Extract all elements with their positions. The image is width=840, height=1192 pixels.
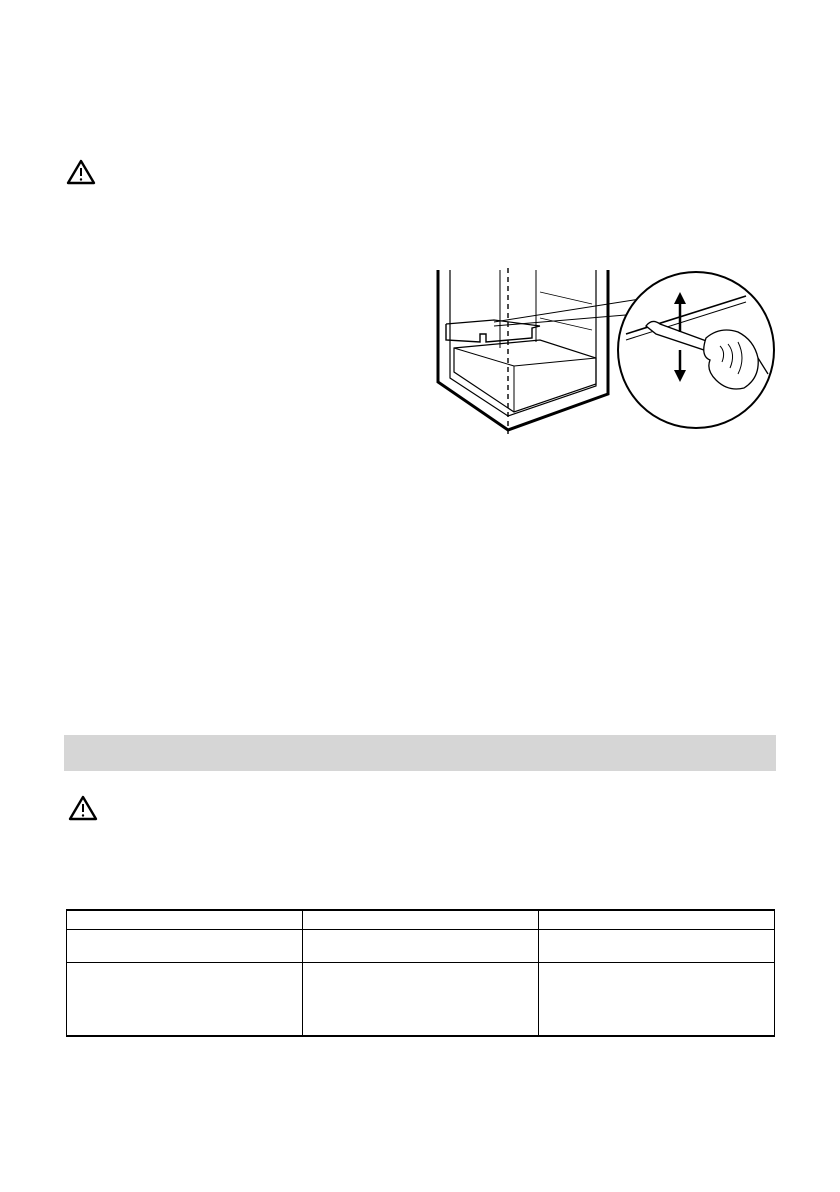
table-cell (67, 930, 303, 963)
table-cell (67, 963, 303, 1037)
table-cell (539, 930, 775, 963)
table-cell (539, 910, 775, 930)
warning-triangle-icon (66, 159, 96, 185)
table-cell (303, 910, 539, 930)
data-table (66, 909, 775, 1037)
shelf-adjustment-illustration (420, 262, 778, 438)
section-heading-bar (64, 735, 776, 771)
table-cell (539, 963, 775, 1037)
warning-triangle-icon (68, 795, 98, 821)
table-row (67, 963, 775, 1037)
table-cell (303, 930, 539, 963)
table-cell (67, 910, 303, 930)
table-cell (303, 963, 539, 1037)
table-row (67, 910, 775, 930)
table-row (67, 930, 775, 963)
